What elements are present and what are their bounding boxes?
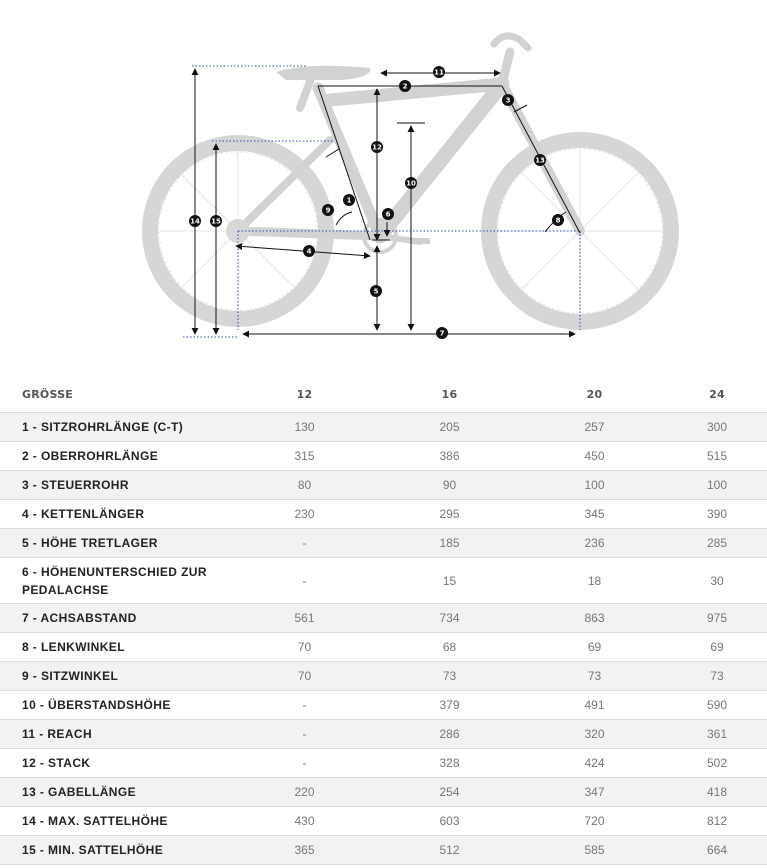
table-row: [0, 807, 767, 836]
measurement-value: 424: [522, 749, 667, 778]
measurement-value: 18: [522, 558, 667, 604]
size-col-header: 20: [522, 377, 667, 413]
measurement-value: 15: [377, 558, 522, 604]
dimension-badge-number: 11: [434, 68, 444, 77]
measurement-value: -: [232, 529, 377, 558]
measurement-value: 347: [522, 778, 667, 807]
table-row: [0, 500, 767, 529]
measurement-value: 80: [232, 471, 377, 500]
measurement-value: 300: [667, 413, 767, 442]
dimension-badge-number: 5: [373, 287, 379, 296]
size-col-header: 12: [232, 377, 377, 413]
measurement-value: -: [232, 749, 377, 778]
table-row: [0, 529, 767, 558]
measurement-value: 430: [232, 807, 377, 836]
measurement-label: 11 - REACH: [0, 720, 232, 749]
measurement-value: 590: [667, 691, 767, 720]
table-row: [0, 413, 767, 442]
measurement-value: 390: [667, 500, 767, 529]
dimension-badge-number: 1: [346, 196, 352, 205]
measurement-label: 7 - ACHSABSTAND: [0, 604, 232, 633]
measurement-value: 450: [522, 442, 667, 471]
measurement-label: 14 - MAX. SATTELHÖHE: [0, 807, 232, 836]
size-header: GRÖSSE: [0, 377, 232, 413]
dimension-badge-number: 12: [372, 143, 382, 152]
measurement-value: -: [232, 720, 377, 749]
measurement-value: 220: [232, 778, 377, 807]
measurement-value: 361: [667, 720, 767, 749]
measurement-value: 257: [522, 413, 667, 442]
measurement-label: 9 - SITZWINKEL: [0, 662, 232, 691]
measurement-value: 315: [232, 442, 377, 471]
measurement-value: 812: [667, 807, 767, 836]
measurement-label: 2 - OBERROHRLÄNGE: [0, 442, 232, 471]
measurement-value: 73: [522, 662, 667, 691]
measurement-value: 205: [377, 413, 522, 442]
measurement-value: 100: [522, 471, 667, 500]
measurement-label: 4 - KETTENLÄNGER: [0, 500, 232, 529]
dimension-badge-number: 13: [535, 156, 545, 165]
measurement-label: 3 - STEUERROHR: [0, 471, 232, 500]
measurement-label: 12 - STACK: [0, 749, 232, 778]
measurement-label: 10 - ÜBERSTANDSHÖHE: [0, 691, 232, 720]
measurement-label: 1 - SITZROHRLÄNGE (C-T): [0, 413, 232, 442]
measurement-value: 90: [377, 471, 522, 500]
measurement-value: 230: [232, 500, 377, 529]
measurement-value: 386: [377, 442, 522, 471]
measurement-value: 512: [377, 836, 522, 865]
dimension-badge-number: 4: [306, 247, 312, 256]
table-row: [0, 836, 767, 865]
measurement-label: 5 - HÖHE TRETLAGER: [0, 529, 232, 558]
measurement-value: 502: [667, 749, 767, 778]
measurement-value: 100: [667, 471, 767, 500]
dimension-badge-number: 15: [211, 217, 221, 226]
measurement-value: 295: [377, 500, 522, 529]
measurement-value: 185: [377, 529, 522, 558]
table-row: [0, 691, 767, 720]
measurement-value: 70: [232, 633, 377, 662]
measurement-value: -: [232, 691, 377, 720]
measurement-value: 734: [377, 604, 522, 633]
measurement-value: 286: [377, 720, 522, 749]
table-row: [0, 604, 767, 633]
measurement-value: 73: [377, 662, 522, 691]
dimension-badge-number: 2: [402, 82, 408, 91]
dimension-badge-number: 3: [505, 96, 511, 105]
measurement-value: 515: [667, 442, 767, 471]
measurement-value: 975: [667, 604, 767, 633]
measurement-value: 70: [232, 662, 377, 691]
dimension-badge-number: 10: [406, 179, 416, 188]
measurement-value: 320: [522, 720, 667, 749]
size-col-header: 16: [377, 377, 522, 413]
measurement-value: 664: [667, 836, 767, 865]
measurement-label: 13 - GABELLÄNGE: [0, 778, 232, 807]
table-header-row: [0, 377, 767, 413]
measurement-value: 491: [522, 691, 667, 720]
measurement-value: 30: [667, 558, 767, 604]
dimension-badge-number: 7: [439, 329, 445, 338]
measurement-label: 15 - MIN. SATTELHÖHE: [0, 836, 232, 865]
table-row: [0, 749, 767, 778]
table-row: [0, 471, 767, 500]
measurement-label: 8 - LENKWINKEL: [0, 633, 232, 662]
measurement-value: 365: [232, 836, 377, 865]
geometry-table: [0, 377, 767, 865]
measurement-value: 561: [232, 604, 377, 633]
measurement-value: 73: [667, 662, 767, 691]
measurement-value: 236: [522, 529, 667, 558]
measurement-value: 328: [377, 749, 522, 778]
measurement-value: 68: [377, 633, 522, 662]
table-row: [0, 662, 767, 691]
dimension-badge-number: 14: [190, 217, 200, 226]
measurement-value: 603: [377, 807, 522, 836]
measurement-value: 585: [522, 836, 667, 865]
measurement-value: 285: [667, 529, 767, 558]
measurement-value: 69: [667, 633, 767, 662]
dimension-badge-number: 9: [325, 206, 331, 215]
measurement-value: -: [232, 558, 377, 604]
measurement-value: 418: [667, 778, 767, 807]
dimension-badge-number: 8: [555, 216, 561, 225]
measurement-value: 69: [522, 633, 667, 662]
measurement-value: 130: [232, 413, 377, 442]
table-row: [0, 720, 767, 749]
table-row: [0, 778, 767, 807]
table-row: [0, 633, 767, 662]
measurement-value: 254: [377, 778, 522, 807]
bike-geometry-diagram: [0, 0, 767, 360]
table-row: [0, 442, 767, 471]
size-col-header: 24: [667, 377, 767, 413]
measurement-value: 345: [522, 500, 667, 529]
dimension-badge-number: 6: [385, 210, 391, 219]
measurement-value: 379: [377, 691, 522, 720]
measurement-label: 6 - HÖHENUNTERSCHIED ZUR PEDALACHSE: [0, 558, 232, 604]
measurement-value: 863: [522, 604, 667, 633]
measurement-value: 720: [522, 807, 667, 836]
table-row: [0, 558, 767, 604]
